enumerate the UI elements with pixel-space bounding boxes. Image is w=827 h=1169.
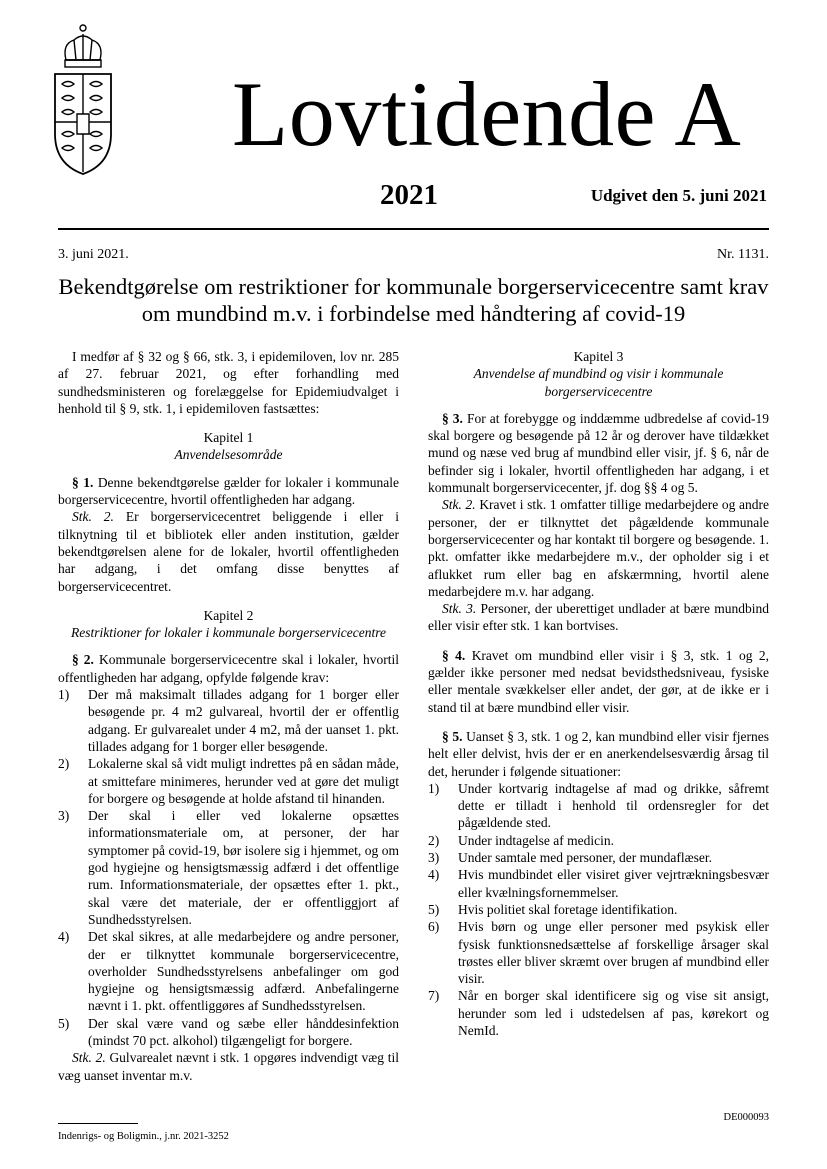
section-1-text: Denne bekendtgørelse gælder for lokaler i kommunale borgerservicecentre, hvortil offentligheden har adgang. bbox=[58, 474, 400, 508]
list-item bbox=[58, 807, 399, 928]
section-3-stk-2-label: Stk. 2. bbox=[442, 497, 476, 513]
list-item-text: Hvis mundbindet eller visiret giver vejrtrækningsbesvær eller kvælningsfornemmelser. bbox=[458, 867, 769, 900]
section-1-stk-2 bbox=[58, 508, 399, 594]
document-id: DE000093 bbox=[723, 1112, 769, 1123]
footnote-divider bbox=[58, 1123, 138, 1124]
section-5-list bbox=[428, 780, 769, 1039]
left-column bbox=[58, 348, 399, 1084]
section-3-stk-2 bbox=[428, 496, 769, 600]
list-item-number: 5) bbox=[428, 901, 440, 917]
list-item-number: 4) bbox=[428, 867, 440, 883]
list-item-text: Der skal i eller ved lokalerne opsættes informationsmateriale om, at personer, der har symptomer på covid-19, bør isolere sig i hjemmet, og om god hygiejne og hensigtsmæssig adfærd i det offentlige rum. Informationsmateriale, der opsættes efter 1. pkt., skal være det materiale, der er offentliggjort af Sundhedsstyrelsen. bbox=[88, 808, 399, 927]
section-3-stk-2-text: Kravet i stk. 1 omfatter tillige medarbejdere og andre personer, der er tilknyttet det pågældende kommunale borgerservicecenter og har kontakt til borgere og besøgende. 1. pkt. omfatter ikke medarbejdere m.v., der opholder sig i et aflukket rum eller bag en afskærmning, hvortil alene medarbejdere m.v. har adgang. bbox=[428, 497, 770, 599]
royal-coat-of-arms-icon bbox=[52, 22, 114, 178]
law-title: Bekendtgørelse om restriktioner for kommunale borgerservicecentre samt krav om mundbind m.v. i forbindelse med håndtering af covid-19 bbox=[58, 274, 769, 326]
publication-date: Udgivet den 5. juni 2021 bbox=[590, 186, 767, 205]
chapter-2-title: Restriktioner for lokaler i kommunale borgerservicecentre bbox=[70, 625, 387, 641]
list-item-number: 3) bbox=[428, 850, 440, 866]
list-item-text: Under indtagelse af medicin. bbox=[458, 832, 614, 848]
chapter-1-title: Anvendelsesområde bbox=[174, 447, 283, 463]
list-item-text: Under samtale med personer, der mundaflæser. bbox=[458, 850, 713, 866]
law-date: 3. juni 2021. bbox=[58, 247, 129, 262]
list-item bbox=[58, 755, 399, 807]
section-1-stk-2-text: Er borgerservicecentret beliggende i eller i tilknytning til et bibliotek eller anden institution, gælder bekendtgørelsen alene for de lokaler, hvortil offentligheden har adgang, i det omfang disse benyttes af borgerservicecentret. bbox=[58, 509, 400, 594]
publication-year: 2021 bbox=[380, 179, 438, 211]
section-3 bbox=[428, 410, 769, 496]
section-2 bbox=[58, 651, 399, 686]
list-item-text: Når en borger skal identificere sig og vise sit ansigt, herunder som led i udstedelsen af pas, kørekort og NemId. bbox=[458, 988, 769, 1038]
list-item-text: Lokalerne skal så vidt muligt indrettes på en sådan måde, at smittefare minimeres, herunder ved at gøre det muligt for borgere og besøgende at holde afstand til hinanden. bbox=[88, 756, 399, 806]
preamble: I medfør af § 32 og § 66, stk. 3, i epidemiloven, lov nr. 285 af 27. februar 2021, og efter forhandling med sundhedsministeren og forelæggelse for Epidemiudvalget i henhold til § 9, stk. 1, i epidemiloven fastsættes: bbox=[58, 349, 399, 416]
list-item bbox=[428, 866, 769, 901]
section-4 bbox=[428, 647, 769, 716]
section-4-text: Kravet om mundbind eller visir i § 3, stk. 1 og 2, gælder ikke personer med nedsat bevidsthedsniveau, fysiske eller mentale svækkelser eller andet, der gør, at de ikke er i stand til at bære mundbind eller visir. bbox=[428, 647, 769, 715]
chapter-3-title: Anvendelse af mundbind og visir i kommunale borgerservicecentre bbox=[473, 366, 724, 399]
list-item-text: Der skal være vand og sæbe eller hånddesinfektion (mindst 70 pct. alkohol) tilgængeligt for borgere. bbox=[88, 1015, 399, 1048]
section-3-stk-3-text: Personer, der uberettiget undlader at bære mundbind eller visir efter stk. 1 kan bortvises. bbox=[428, 601, 769, 634]
list-item-number: 6) bbox=[428, 919, 440, 935]
list-item-number: 1) bbox=[58, 687, 70, 703]
list-item-text: Hvis børn og unge eller personer med psykisk eller fysisk funktionsnedsættelse af forskellige årsager skal trøstes eller bliver skræmt over brugen af mundbind eller visir. bbox=[458, 919, 769, 987]
section-5-label: § 5. bbox=[442, 728, 463, 744]
list-item bbox=[58, 686, 399, 755]
section-2-list bbox=[58, 686, 399, 1049]
list-item-text: Der må maksimalt tillades adgang for 1 borger eller besøgende pr. 4 m2 gulvareal, hvortil der er offentlig adgang. Er gulvarealet under 4 m2, må der uanset 1. pkt. tillades adgang for 1 borger eller besøgende. bbox=[88, 687, 399, 754]
list-item-number: 2) bbox=[428, 832, 440, 848]
list-item-number: 2) bbox=[58, 756, 70, 772]
list-item-number: 1) bbox=[428, 780, 440, 796]
list-item bbox=[428, 918, 769, 987]
list-item-text: Under kortvarig indtagelse af mad og drikke, såfremt dette er tilladt i henhold til ordensregler for det pågældende sted. bbox=[458, 780, 769, 831]
section-5-text: Uanset § 3, stk. 1 og 2, kan mundbind eller visir fjernes helt eller delvist, hvis der er en anerkendelsesværdig årsag til det, herunder i følgende situationer: bbox=[428, 728, 769, 779]
section-2-stk-2-label: Stk. 2. bbox=[72, 1050, 106, 1066]
list-item bbox=[428, 901, 769, 918]
chapter-1-label: Kapitel 1 bbox=[203, 430, 254, 446]
section-3-stk-3-label: Stk. 3. bbox=[442, 601, 477, 617]
section-1-label: § 1. bbox=[72, 474, 94, 490]
list-item bbox=[428, 780, 769, 832]
law-number: Nr. 1131. bbox=[717, 247, 769, 262]
section-3-label: § 3. bbox=[442, 410, 463, 426]
publication-title: Lovtidende A bbox=[232, 63, 742, 165]
section-2-text: Kommunale borgerservicecentre skal i lokaler, hvortil offentligheden har adgang, opfylde følgende krav: bbox=[58, 652, 400, 685]
section-2-label: § 2. bbox=[72, 652, 94, 668]
section-3-stk-3 bbox=[428, 600, 769, 635]
list-item-number: 3) bbox=[58, 808, 70, 824]
section-1-stk-2-label: Stk. 2. bbox=[72, 509, 114, 525]
section-3-text: For at forebygge og inddæmme udbredelse af covid-19 skal borgere og besøgende på 12 år og derover have tildækket mund og næse ved brug af mundbind eller visir, jf. § 6, når de befinder sig i lokaler, hvortil offentligheden har adgang, i et kommunalt borgerservicecenter, jf. dog §§ 4 og 5. bbox=[428, 410, 770, 496]
chapter-2-label: Kapitel 2 bbox=[203, 607, 254, 623]
list-item-number: 4) bbox=[58, 929, 70, 945]
list-item bbox=[428, 849, 769, 866]
header-divider bbox=[58, 228, 769, 230]
section-2-stk-2-text: Gulvarealet nævnt i stk. 1 opgøres indvendigt væg til væg uanset inventar m.v. bbox=[58, 1050, 400, 1083]
list-item bbox=[58, 928, 399, 1014]
section-2-stk-2 bbox=[58, 1049, 399, 1084]
right-column bbox=[428, 348, 769, 1039]
list-item-number: 5) bbox=[58, 1015, 70, 1031]
section-4-label: § 4. bbox=[442, 647, 466, 663]
section-5 bbox=[428, 728, 769, 780]
list-item-text: Hvis politiet skal foretage identifikation. bbox=[458, 901, 678, 917]
footnote: Indenrigs- og Boligmin., j.nr. 2021-3252 bbox=[58, 1131, 229, 1142]
list-item bbox=[428, 832, 769, 849]
list-item-text: Det skal sikres, at alle medarbejdere og andre personer, der er tilknyttet kommunale borgerservicecentre, overholder Sundhedsstyrelsens anbefalinger om god hygiejne og hensigtsmæssig adfærd. Anbefalingerne nævnt i 1. pkt. offentliggøres af Sundhedsstyrelsen. bbox=[88, 929, 399, 1014]
list-item bbox=[428, 987, 769, 1039]
chapter-3-label: Kapitel 3 bbox=[573, 349, 624, 364]
list-item bbox=[58, 1015, 399, 1050]
section-1 bbox=[58, 474, 399, 509]
list-item-number: 7) bbox=[428, 988, 440, 1004]
